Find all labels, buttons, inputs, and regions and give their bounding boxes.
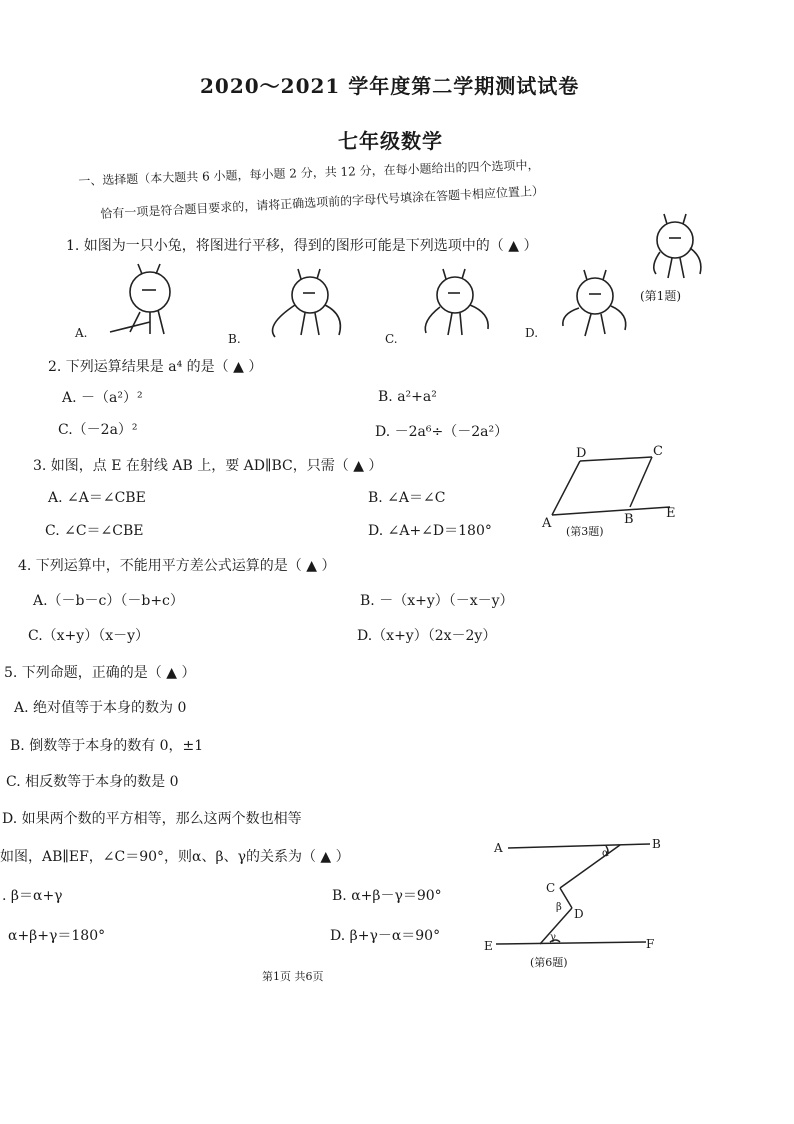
q5-stem: 5. 下列命题，正确的是（ ▲ ）	[4, 665, 196, 681]
section-heading-line2: 恰有一项是符合题目要求的，请将正确选项前的字母代号填涂在答题卡相应位置上）	[100, 183, 545, 221]
q3-stem: 3. 如图，点 E 在射线 AB 上，要 AD∥BC，只需（ ▲ ）	[33, 458, 383, 474]
q6-label-c: C	[546, 881, 556, 895]
q6-option-b: B. α+β－γ＝90°	[332, 888, 442, 904]
q3-caption: (第3题)	[566, 525, 604, 538]
q6-label-d: D	[574, 907, 584, 921]
q1-figure-c	[400, 265, 510, 345]
q2-option-c: C.（－2a）²	[58, 422, 138, 438]
q6-label-alpha: α	[602, 848, 609, 859]
q6-option-c: α+β+γ＝180°	[8, 928, 106, 944]
q5-option-b: B. 倒数等于本身的数有 0，±1	[10, 738, 204, 754]
q4-option-d: D.（x+y）（2x－2y）	[357, 628, 497, 644]
q6-option-a: . β＝α+γ	[2, 888, 63, 904]
q6-figure	[484, 830, 670, 975]
q3-label-c: C	[653, 444, 663, 459]
q1-option-c: C.	[385, 332, 398, 346]
q3-label-a: A	[542, 516, 552, 531]
q1-figure-d	[545, 268, 655, 348]
q4-stem: 4. 下列运算中，不能用平方差公式运算的是（ ▲ ）	[18, 558, 336, 574]
q6-label-a: A	[494, 841, 503, 855]
q2-option-a: A. －（a²）²	[62, 390, 143, 406]
q3-option-b: B. ∠A＝∠C	[368, 490, 446, 506]
q6-label-gamma: γ	[550, 932, 556, 943]
q2-option-b: B. a²+a²	[378, 389, 437, 405]
q5-option-d: D. 如果两个数的平方相等，那么这两个数也相等	[2, 811, 302, 827]
q6-label-e: E	[484, 939, 493, 953]
q6-label-beta: β	[556, 902, 562, 913]
q6-label-f: F	[646, 937, 655, 951]
q1-figure-a	[70, 262, 210, 342]
q5-option-a: A. 绝对值等于本身的数为 0	[14, 700, 187, 716]
page-footer: 第1页 共6页	[262, 970, 324, 983]
q2-stem: 2. 下列运算结果是 a⁴ 的是（ ▲ ）	[48, 359, 263, 375]
q3-option-c: C. ∠C＝∠CBE	[45, 523, 144, 539]
q5-option-c: C. 相反数等于本身的数是 0	[6, 774, 179, 790]
q4-option-c: C.（x+y）（x－y）	[28, 628, 150, 644]
q1-figure-b	[255, 265, 365, 345]
q3-label-b: B	[624, 512, 634, 527]
q1-stem: 1. 如图为一只小兔，将图进行平移，得到的图形可能是下列选项中的（ ▲ ）	[66, 238, 538, 254]
exam-subtitle: 七年级数学	[338, 129, 443, 153]
q1-caption: (第1题)	[640, 289, 681, 303]
q6-caption: (第6题)	[530, 956, 568, 969]
q2-option-d: D. －2a⁶÷（－2a²）	[375, 424, 509, 440]
q3-label-d: D	[576, 446, 587, 461]
q1-figure-reference	[640, 210, 730, 290]
q3-option-d: D. ∠A+∠D＝180°	[368, 523, 492, 539]
q6-stem: 如图，AB∥EF，∠C＝90°，则α、β、γ的关系为（ ▲ ）	[0, 849, 350, 865]
q1-option-d: D.	[525, 326, 539, 340]
q4-option-b: B. －（x+y）（－x－y）	[360, 593, 514, 609]
section-heading-line1: 一、选择题（本大题共 6 小题，每小题 2 分，共 12 分，在每小题给出的四个选项中，	[78, 157, 540, 188]
exam-title: 2020～2021 学年度第二学期测试试卷	[200, 74, 580, 98]
q6-option-d: D. β+γ－α＝90°	[330, 928, 441, 944]
q1-option-a: A.	[75, 326, 88, 340]
q4-option-a: A.（－b－c）（－b+c）	[33, 593, 184, 609]
q6-label-b: B	[652, 837, 661, 851]
q3-figure	[540, 445, 690, 540]
q3-option-a: A. ∠A＝∠CBE	[48, 490, 146, 506]
q1-option-b: B.	[228, 332, 241, 346]
q3-label-e: E	[666, 506, 676, 521]
